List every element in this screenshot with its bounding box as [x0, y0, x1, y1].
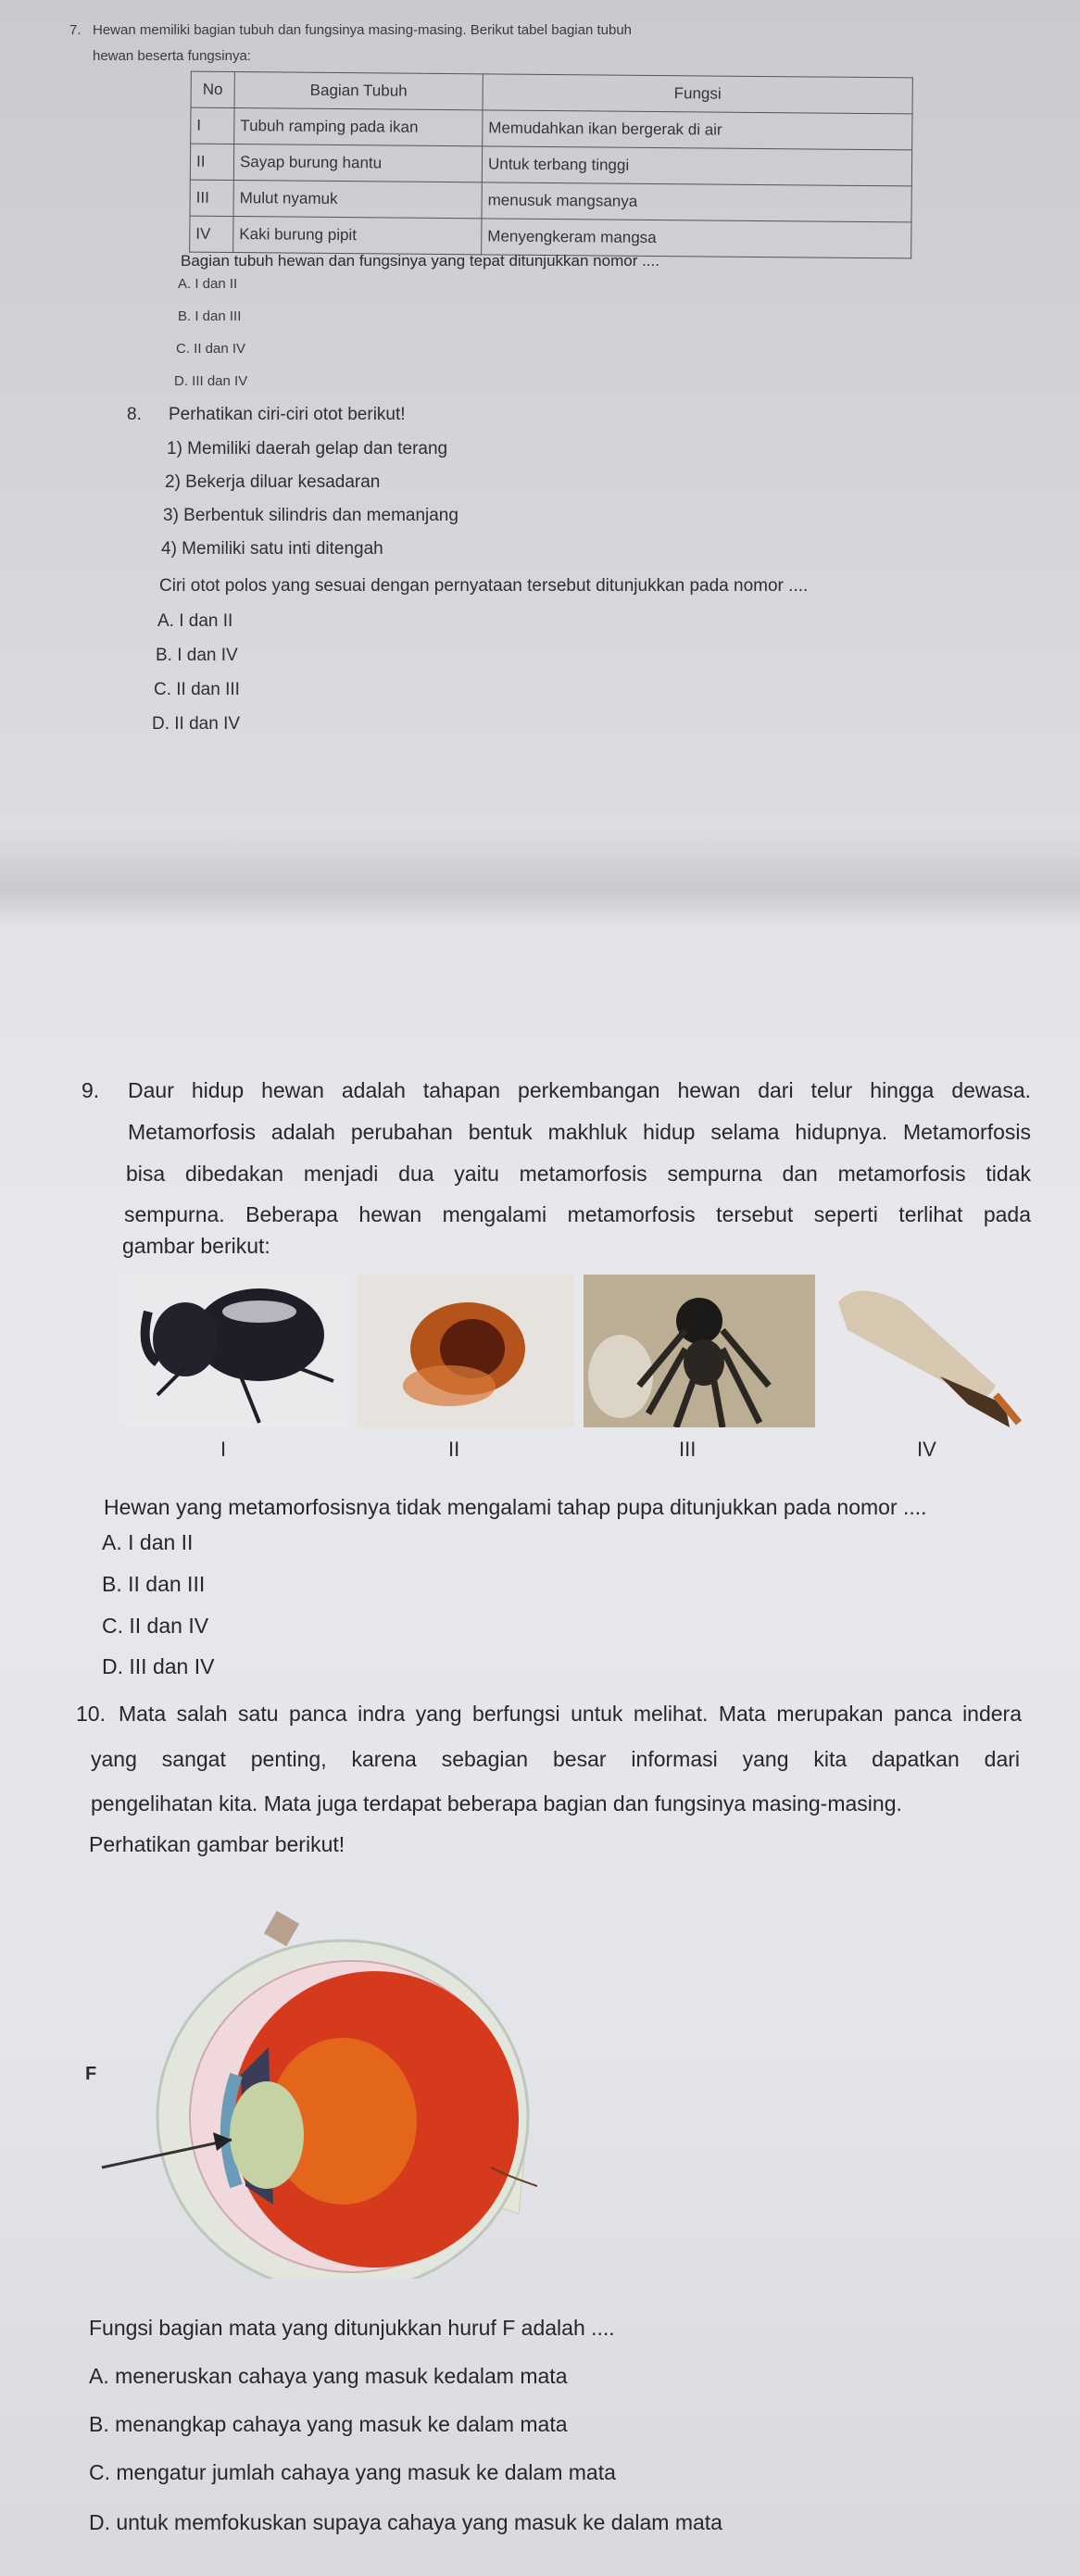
q10-line-2: yang sangat penting, karena sebagian besar informasi yang kita dapatkan dari [91, 1747, 1020, 1771]
cell: III [190, 180, 233, 216]
q9-line-4: sempurna. Beberapa hewan mengalami metamorfosis tersebut seperti terlihat pada [124, 1202, 1031, 1226]
q10-option-a[interactable]: A. meneruskan cahaya yang masuk kedalam mata [89, 2364, 568, 2388]
eye-diagram [74, 1890, 537, 2279]
image-label-4: IV [917, 1438, 936, 1461]
q7-intro-line2: hewan beserta fungsinya: [93, 48, 251, 64]
header-function: Fungsi [483, 74, 912, 114]
q10-option-c[interactable]: C. mengatur jumlah cahaya yang masuk ke dalam mata [89, 2460, 616, 2484]
cell: Tubuh ramping pada ikan [234, 108, 483, 146]
q7-option-d[interactable]: D. III dan IV [174, 373, 248, 389]
table-header-row [191, 71, 912, 114]
cell: Kaki burung pipit [233, 217, 482, 255]
q9-line-2: Metamorfosis adalah perubahan bentuk makhluk hidup selama hidupnya. Metamorfosis [128, 1120, 1031, 1144]
q9-line-3: bisa dibedakan menjadi dua yaitu metamorfosis sempurna dan metamorfosis tidak [126, 1162, 1031, 1186]
q8-item-1: 1) Memiliki daerah gelap dan terang [167, 439, 448, 459]
q8-item-2: 2) Bekerja diluar kesadaran [165, 472, 381, 492]
q9-option-a[interactable]: A. I dan II [102, 1530, 194, 1554]
q10-option-b[interactable]: B. menangkap cahaya yang masuk ke dalam mata [89, 2412, 568, 2436]
cell: Sayap burung hantu [233, 145, 482, 182]
q7-option-b[interactable]: B. I dan III [178, 308, 242, 324]
table-row [190, 144, 911, 186]
q8-option-b[interactable]: B. I dan IV [156, 646, 238, 665]
q7-option-c[interactable]: C. II dan IV [176, 341, 246, 357]
cell: IV [190, 216, 233, 252]
label-f: F [85, 2064, 97, 2084]
q7-intro-line1: Hewan memiliki bagian tubuh dan fungsinya masing-masing. Berikut tabel bagian tubuh [93, 22, 633, 38]
image-label-1: I [220, 1438, 227, 1461]
q9-option-b[interactable]: B. II dan III [102, 1572, 206, 1596]
cell: Untuk terbang tinggi [482, 146, 911, 186]
q9-option-d[interactable]: D. III dan IV [102, 1654, 215, 1678]
q10-number: 10. [76, 1702, 106, 1726]
termite-alate-image [829, 1275, 1023, 1427]
q10-line-3: pengelihatan kita. Mata juga terdapat beberapa bagian dan fungsinya masing-masing. [91, 1791, 902, 1816]
q10-question: Fungsi bagian mata yang ditunjukkan huruf F adalah .... [89, 2316, 615, 2340]
q8-option-d[interactable]: D. II dan IV [152, 714, 241, 734]
q9-question: Hewan yang metamorfosisnya tidak mengalami tahap pupa ditunjukkan pada nomor .... [104, 1495, 927, 1519]
q9-line-1: Daur hidup hewan adalah tahapan perkembangan hewan dari telur hingga dewasa. [128, 1078, 1031, 1102]
cell: Memudahkan ikan bergerak di air [483, 110, 912, 150]
q8-option-c[interactable]: C. II dan III [154, 680, 240, 699]
q9-number: 9. [82, 1078, 100, 1102]
header-part: Bagian Tubuh [234, 72, 483, 110]
q10-line-4: Perhatikan gambar berikut! [89, 1832, 345, 1856]
q7-question: Bagian tubuh hewan dan fungsinya yang tepat ditunjukkan nomor .... [181, 252, 659, 270]
image-label-3: III [679, 1438, 697, 1461]
cell: I [191, 107, 234, 144]
q8-item-4: 4) Memiliki satu inti ditengah [161, 539, 383, 559]
cell: Menyengkeram mangsa [482, 219, 911, 258]
q10-line-1: Mata salah satu panca indra yang berfungsi untuk melihat. Mata merupakan panca indera [119, 1702, 1022, 1726]
q9-line-5: gambar berikut: [122, 1234, 270, 1258]
q8-question: Ciri otot polos yang sesuai dengan pernyataan tersebut ditunjukkan pada nomor .... [159, 576, 809, 596]
image-label-2: II [448, 1438, 460, 1461]
q10-option-d[interactable]: D. untuk memfokuskan supaya cahaya yang masuk ke dalam mata [89, 2510, 722, 2534]
rhino-beetle-image [120, 1275, 347, 1427]
q8-item-3: 3) Berbentuk silindris dan memanjang [163, 506, 458, 525]
table-row [191, 107, 912, 150]
cell: II [190, 144, 233, 180]
table-row [190, 180, 911, 222]
tarantula-image [584, 1275, 815, 1427]
cell: Mulut nyamuk [233, 181, 482, 219]
q8-number: 8. [127, 405, 142, 424]
body-part-table [189, 71, 913, 259]
q8-option-a[interactable]: A. I dan II [157, 611, 233, 631]
header-no: No [191, 71, 234, 107]
q8-intro: Perhatikan ciri-ciri otot berikut! [169, 405, 406, 424]
q9-option-c[interactable]: C. II dan IV [102, 1614, 209, 1638]
flea-image [357, 1275, 574, 1427]
cell: menusuk mangsanya [482, 182, 911, 222]
q7-option-a[interactable]: A. I dan II [178, 276, 238, 292]
q7-number: 7. [69, 22, 82, 38]
